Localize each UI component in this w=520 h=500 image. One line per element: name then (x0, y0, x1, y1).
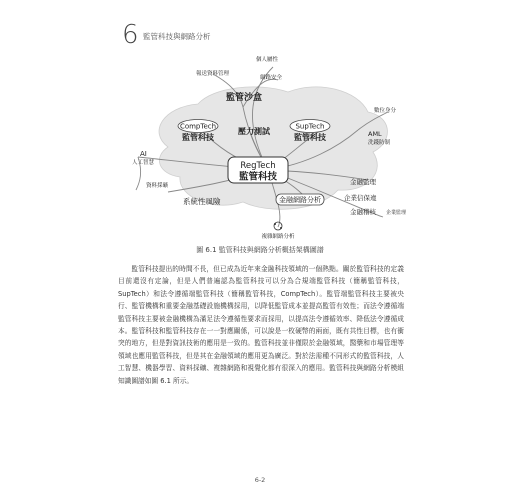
network-analysis-group (261, 222, 295, 240)
figure-caption: 圖 6.1 監管科技與網路分析概括架構圖譜 (196, 246, 324, 254)
node-suptech (290, 120, 330, 143)
node-comptech (178, 120, 218, 143)
node-fintech-bubble: 監管沙盒 (226, 93, 263, 103)
node-comptech-zh: 監管科技 (182, 133, 214, 142)
node-financial-supervision: 金融監理 (350, 178, 376, 186)
node-ai: AI (140, 150, 147, 158)
node-financial-audit: 金融稽核 (350, 208, 376, 216)
node-enterprise-risk: 企業信保違 (344, 194, 377, 202)
node-data-mining: 資料採礦 (146, 183, 169, 189)
center-node-line2: 監管科技 (238, 171, 278, 183)
node-suptech-en: SupTech (295, 122, 325, 131)
node-financial-network-analysis (276, 194, 324, 205)
mind-map-figure (118, 52, 418, 242)
node-ai-sub: 人工智慧 (132, 160, 155, 166)
node-personal-traits: 個人屬性 (256, 57, 279, 63)
node-stress-test: 壓力測試 (238, 127, 270, 136)
chapter-title: 監管科技與網路分析 (143, 32, 211, 41)
node-top-small-1: 報送資料管理 (196, 71, 230, 77)
node-comptech-en: CompTech (179, 122, 217, 131)
node-suptech-zh: 監管科技 (294, 133, 326, 142)
node-aml-sub: 洗錢防制 (368, 140, 391, 146)
cloud-background (159, 87, 387, 209)
node-aml: AML (368, 130, 382, 138)
svg-text:金融網路分析: 金融網路分析 (279, 196, 321, 204)
node-top-small-3: 數位身分 (374, 108, 397, 114)
chapter-number: 6 (122, 20, 139, 50)
node-enterprise-small: 企業監理 (386, 210, 407, 216)
body-text (118, 263, 404, 387)
center-node (228, 157, 288, 183)
page-number: 6-2 (254, 476, 266, 484)
body-paragraph: 監管科技提出的時間不長，但已成為近年來金融科技領域的一個熱點。關於監管科技的定義目前還沒有定論，但是人們普遍認為監管科技可以分為合規端監管科技（簡稱監管科技，SupTech）和法令遵循端監管科技（簡稱監管科技，CompTech）。監管端監管科技主要被央行、監管機構和重要金融基礎設施機構採用，以降低監管成本並提高監管有效性；而法令遵循端監管科技主要被金融機構為滿足法令遵循性要求而採用，以提高法令遵循效率、降低法令遵循成本。監管科技和監管科技存在一一對應關係，可以說是一枚硬幣的兩面，既有共性目標，也有衝突的地方，但是對資訊技術的應用是一致的。監管科技並非僅限於金融領域，醫藥和市場管理等領域也應用監管科技，但是其在金融領域的應用更為廣泛。對於法需種不同形式的監管科技，人工智慧、機器學習、資料採礦、複雜網路和視覺化都有很深入的應用。監管科技與網路分析模組知識圖譜如圖 6.1 所示。 (118, 265, 404, 385)
node-top-small-2: 網路安全 (260, 75, 283, 81)
center-node-line1: RegTech (240, 161, 276, 171)
node-network-analysis: 複雜網路分析 (261, 234, 295, 240)
node-systemic-risk: 系統性風險 (183, 197, 221, 206)
